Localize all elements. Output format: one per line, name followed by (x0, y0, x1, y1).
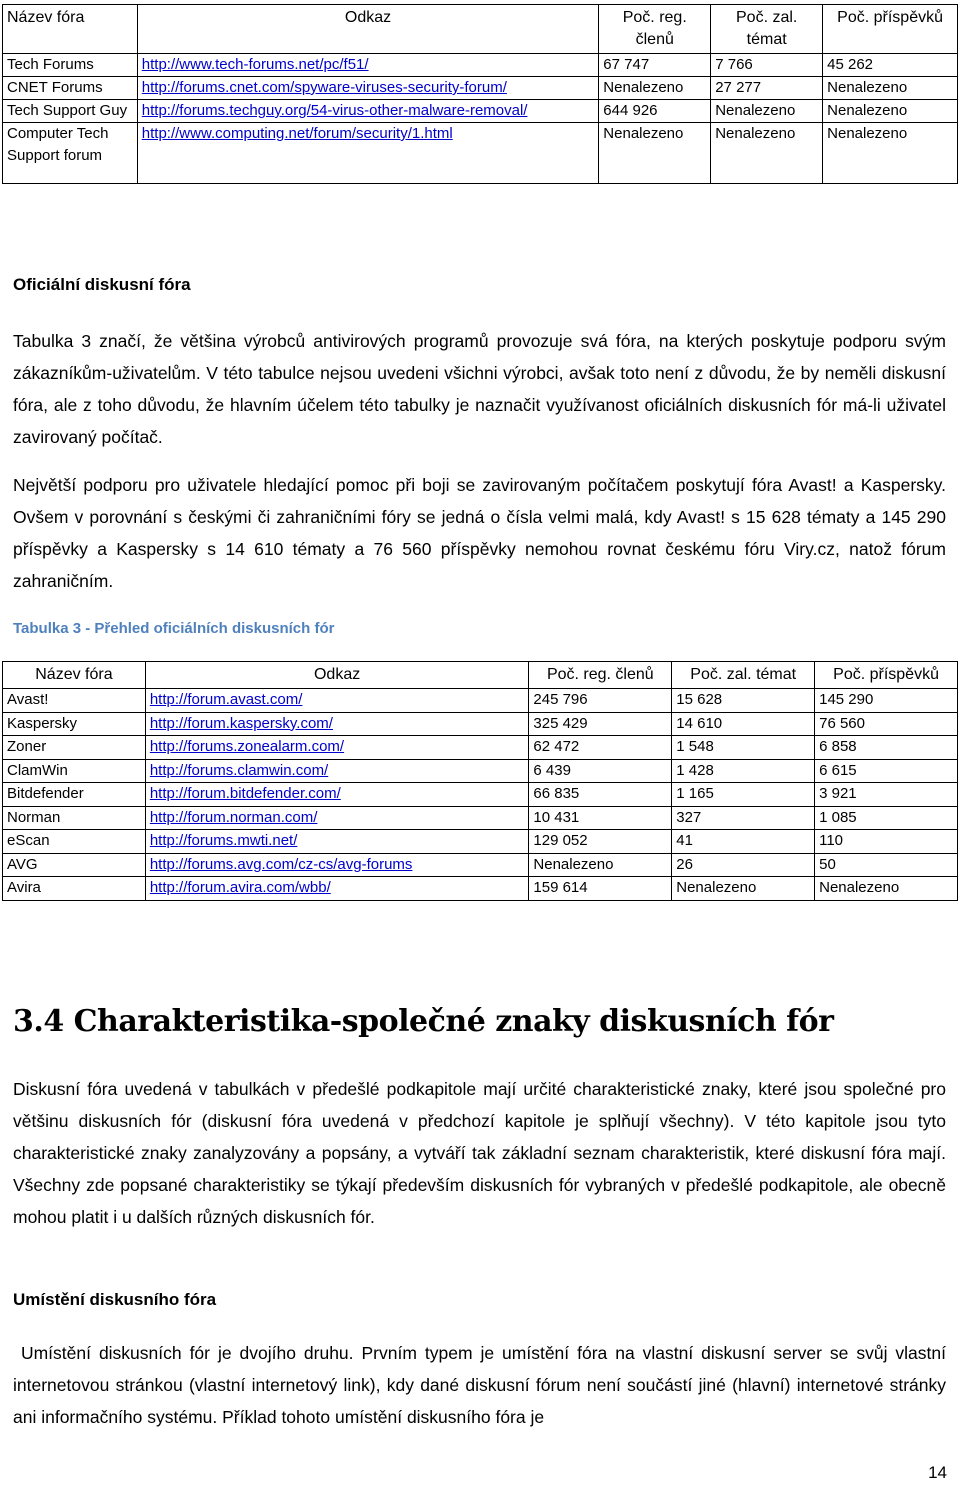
topics-count: 14 610 (672, 712, 815, 736)
paragraph: Diskusní fóra uvedená v tabulkách v předešlé podkapitole mají určité charakteristické znaky, které jsou společné pro většinu diskusních fór (diskusní fóra uvedená v předchozí kapitole je splňují všechny). V této kapitole jsou tyto charakteristické znaky zanalyzovány a popsány, a vytváří tak základní seznam charakteristik, které diskusní fóra mají. Všechny zde popsané charakteristiky se týkají především diskusních fór vybraných v předešlé podkapitole, ale obecně mohou platit i u dalších různých diskusních fór. (13, 1079, 946, 1227)
forum-link[interactable]: http://forums.mwti.net/ (145, 830, 529, 854)
col-header-members: Poč. reg. členů (529, 662, 672, 689)
col-header-name: Název fóra (3, 662, 146, 689)
col-header-posts: Poč. příspěvků (815, 662, 958, 689)
posts-count: Nenalezeno (823, 123, 958, 184)
posts-count: 110 (815, 830, 958, 854)
forum-name: Avira (3, 877, 146, 901)
topics-count: 26 (672, 853, 815, 877)
col-header-topics: Poč. zal. témat (672, 662, 815, 689)
table-header-row (3, 5, 958, 54)
table-row (3, 736, 958, 760)
forum-name: CNET Forums (3, 77, 138, 100)
topics-count: 7 766 (711, 54, 823, 77)
forum-link[interactable]: http://forums.cnet.com/spyware-viruses-security-forum/ (137, 77, 599, 100)
posts-count: 6 858 (815, 736, 958, 760)
page-number: 14 (928, 1463, 947, 1482)
topics-count: Nenalezeno (711, 100, 823, 123)
topics-count: Nenalezeno (711, 123, 823, 184)
forum-link[interactable]: http://forum.bitdefender.com/ (145, 783, 529, 807)
paragraph: Největší podporu pro uživatele hledající pomoc při boji se zavirovaným počítačem poskytují fóra Avast! a Kaspersky. Ovšem v porovnání s českými či zahraničními fóry se jedná o čísla velmi malá, kdy Avast! s 15 628 tématy a 145 290 příspěvky a Kaspersky s 14 610 tématy a 76 560 příspěvky nemohou rovnat českému fóru Viry.cz, natož fórum zahraničním. (13, 475, 946, 591)
col-header-posts: Poč. příspěvků (823, 5, 958, 54)
table-row (3, 689, 958, 713)
forum-link[interactable]: http://forum.avast.com/ (145, 689, 529, 713)
forum-name: AVG (3, 853, 146, 877)
posts-count: 3 921 (815, 783, 958, 807)
table-row (3, 759, 958, 783)
forum-name: eScan (3, 830, 146, 854)
posts-count: 145 290 (815, 689, 958, 713)
forum-name: Kaspersky (3, 712, 146, 736)
table-row (3, 806, 958, 830)
forum-link[interactable]: http://forums.zonealarm.com/ (145, 736, 529, 760)
members-count: 245 796 (529, 689, 672, 713)
members-count: 67 747 (599, 54, 711, 77)
topics-count: 1 165 (672, 783, 815, 807)
members-count: 6 439 (529, 759, 672, 783)
table-row (3, 77, 958, 100)
forum-link[interactable]: http://www.computing.net/forum/security/1.html (137, 123, 599, 184)
forum-name: Computer Tech Support forum (3, 123, 138, 184)
forum-link[interactable]: http://forum.kaspersky.com/ (145, 712, 529, 736)
forum-link[interactable]: http://www.tech-forums.net/pc/f51/ (137, 54, 599, 77)
forum-link[interactable]: http://forums.avg.com/cz-cs/avg-forums (145, 853, 529, 877)
table-row (3, 712, 958, 736)
forums-table-official (2, 661, 958, 901)
table-header-row (3, 662, 958, 689)
posts-count: 6 615 (815, 759, 958, 783)
col-header-link: Odkaz (137, 5, 599, 54)
posts-count: 1 085 (815, 806, 958, 830)
forum-link[interactable]: http://forums.techguy.org/54-virus-other-malware-removal/ (137, 100, 599, 123)
paragraph: Umístění diskusních fór je dvojího druhu. Prvním typem je umístění fóra na vlastní diskusní server se svůj vlastní internetovou stránkou (vlastní internetový link), kdy dané diskusní fórum není součástí jiné (hlavní) internetové stránky ani informačního systému. Příklad tohoto umístění diskusního fóra je (13, 1343, 951, 1427)
members-count: Nenalezeno (599, 77, 711, 100)
forum-link[interactable]: http://forum.avira.com/wbb/ (145, 877, 529, 901)
forum-name: Bitdefender (3, 783, 146, 807)
col-header-name: Název fóra (3, 5, 138, 54)
forum-name: Tech Support Guy (3, 100, 138, 123)
topics-count: 15 628 (672, 689, 815, 713)
forum-name: Zoner (3, 736, 146, 760)
forum-name: Tech Forums (3, 54, 138, 77)
forum-name: Norman (3, 806, 146, 830)
members-count: 62 472 (529, 736, 672, 760)
posts-count: 45 262 (823, 54, 958, 77)
posts-count: Nenalezeno (823, 100, 958, 123)
paragraph: Tabulka 3 značí, že většina výrobců antivirových programů provozuje svá fóra, na kterých poskytuje podporu svým zákazníkům-uživatelům. V této tabulce nejsou uvedeni všichni výrobci, avšak toto není z důvodu, že by neměli diskusní fóra, ale z toho důvodu, že hlavním účelem této tabulky je naznačit využívanost oficiálních diskusních fór má-li uživatel zavirovaný počítač. (13, 331, 946, 447)
subsection-heading: Umístění diskusního fóra (13, 1290, 217, 1309)
members-count: Nenalezeno (599, 123, 711, 184)
posts-count: Nenalezeno (815, 877, 958, 901)
topics-count: 327 (672, 806, 815, 830)
topics-count: 1 548 (672, 736, 815, 760)
topics-count: 27 277 (711, 77, 823, 100)
members-count: 129 052 (529, 830, 672, 854)
table-row (3, 54, 958, 77)
forums-table-foreign (2, 4, 958, 184)
table-row (3, 877, 958, 901)
col-header-topics: Poč. zal. témat (711, 5, 823, 54)
members-count: 325 429 (529, 712, 672, 736)
topics-count: Nenalezeno (672, 877, 815, 901)
table-row (3, 100, 958, 123)
table-row (3, 123, 958, 184)
forum-link[interactable]: http://forum.norman.com/ (145, 806, 529, 830)
chapter-heading: 3.4 Charakteristika-společné znaky diskusních fór (13, 1004, 834, 1039)
forum-name: ClamWin (3, 759, 146, 783)
col-header-link: Odkaz (145, 662, 529, 689)
table-row (3, 830, 958, 854)
members-count: 159 614 (529, 877, 672, 901)
posts-count: 76 560 (815, 712, 958, 736)
section-heading-official-forums: Oficiální diskusní fóra (13, 275, 191, 294)
table-row (3, 783, 958, 807)
members-count: Nenalezeno (529, 853, 672, 877)
table-caption: Tabulka 3 - Přehled oficiálních diskusních fór (13, 620, 335, 637)
posts-count: Nenalezeno (823, 77, 958, 100)
col-header-members: Poč. reg. členů (599, 5, 711, 54)
forum-name: Avast! (3, 689, 146, 713)
table-row (3, 853, 958, 877)
members-count: 10 431 (529, 806, 672, 830)
topics-count: 1 428 (672, 759, 815, 783)
posts-count: 50 (815, 853, 958, 877)
members-count: 66 835 (529, 783, 672, 807)
forum-link[interactable]: http://forums.clamwin.com/ (145, 759, 529, 783)
members-count: 644 926 (599, 100, 711, 123)
topics-count: 41 (672, 830, 815, 854)
